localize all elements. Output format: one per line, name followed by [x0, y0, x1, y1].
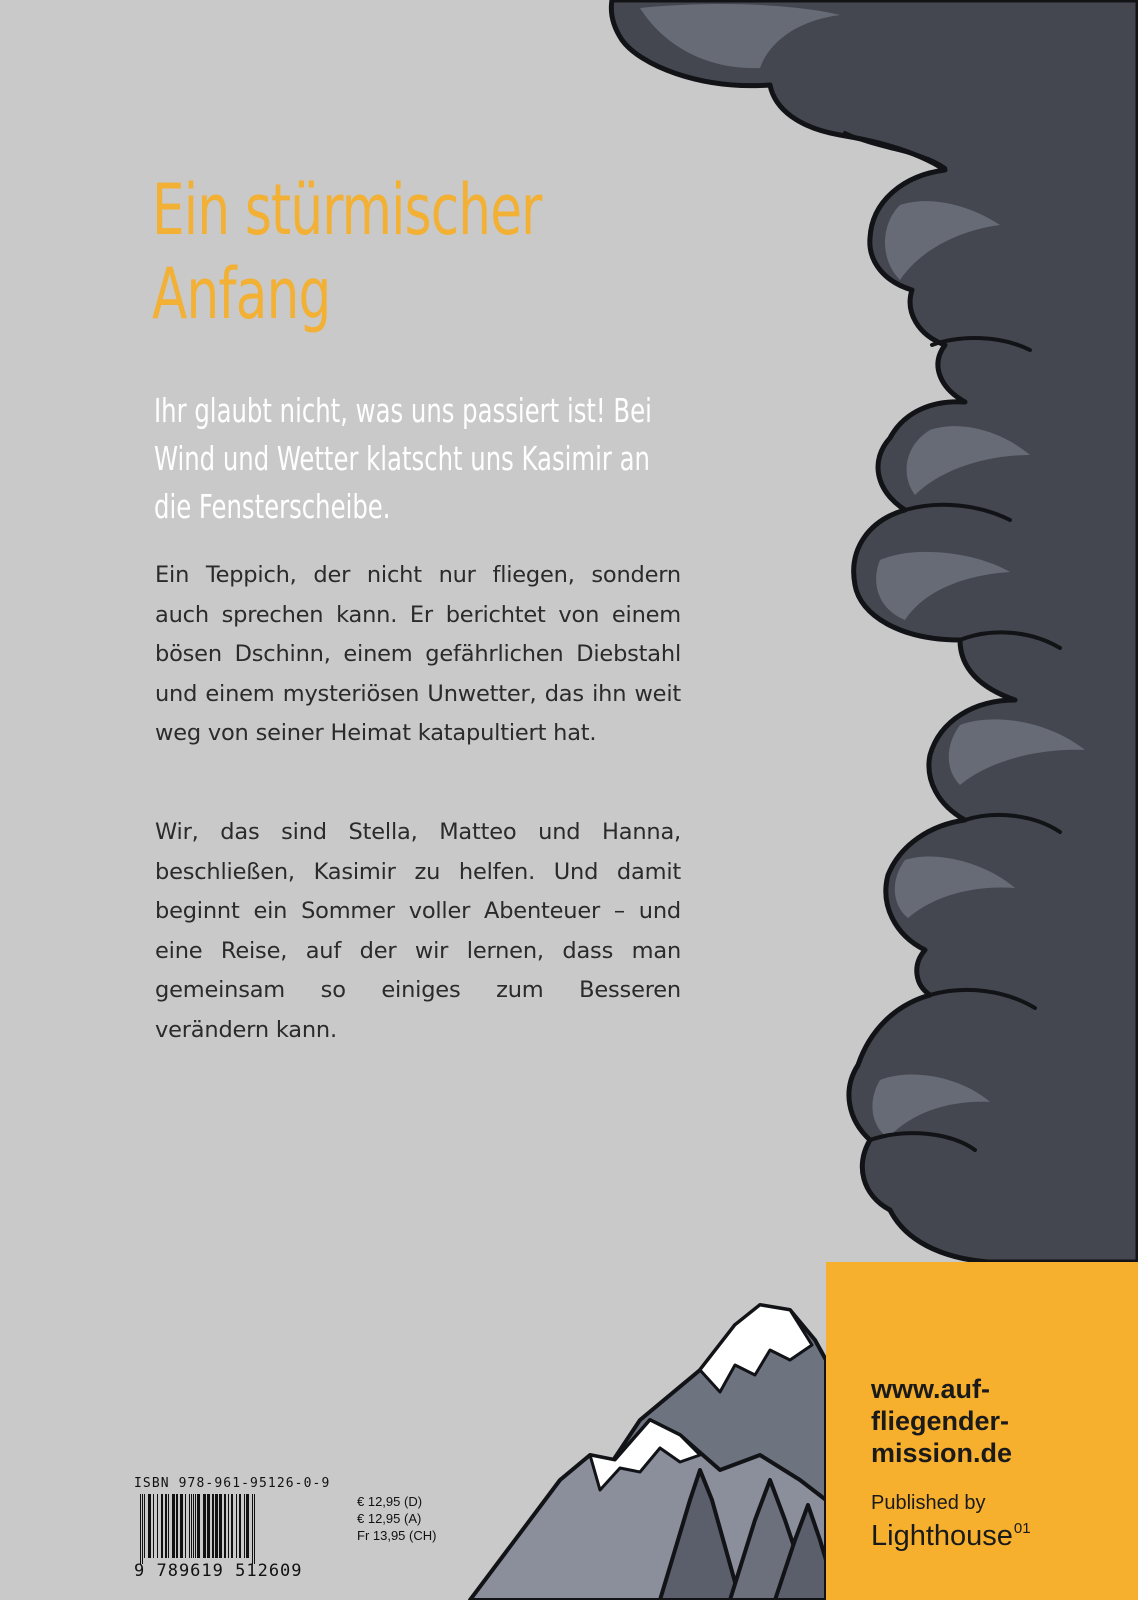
barcode-bar: [215, 1494, 218, 1558]
barcode-bar: [193, 1494, 194, 1558]
barcode-bar: [224, 1494, 226, 1558]
mountain-illustration: [470, 1305, 826, 1600]
ean-digits: 9 789619 512609: [134, 1561, 303, 1581]
barcode-bar: [236, 1494, 237, 1558]
barcode-bar: [172, 1494, 175, 1558]
barcode-bar: [180, 1494, 183, 1558]
barcode-bar: [246, 1494, 249, 1558]
price-germany: € 12,95 (D): [357, 1494, 423, 1509]
barcode-bar: [168, 1494, 169, 1558]
barcode-bar: [189, 1494, 190, 1558]
barcode-bar: [140, 1494, 141, 1564]
barcode-bar: [142, 1494, 143, 1564]
isbn-label: ISBN 978-961-95126-0-9: [134, 1476, 331, 1491]
publisher-logo: [871, 1520, 1031, 1553]
isbn-barcode-block: [134, 1476, 464, 1588]
barcode-bar: [252, 1494, 253, 1564]
barcode-bar: [165, 1494, 167, 1558]
barcode-bar: [185, 1494, 186, 1558]
barcode-bar: [153, 1494, 154, 1558]
barcode-bar: [231, 1494, 233, 1558]
barcode-bar: [219, 1494, 222, 1558]
publisher-name: Lighthouse: [871, 1520, 1013, 1552]
blurb-paragraph-1: Ein Teppich, der nicht nur fliegen, sondern auch sprechen kann. Er berichtet von einem bösen Dschinn, einem gefährlichen Diebstahl und einem mysteriösen Unwetter, das ihn weit weg von seiner Heimat katapultiert hat.: [155, 562, 681, 746]
barcode-bar: [148, 1494, 151, 1558]
barcode-bar: [212, 1494, 214, 1558]
barcode-bar: [176, 1494, 178, 1558]
published-by-label: Published by: [871, 1492, 986, 1514]
price-list: [357, 1493, 436, 1544]
barcode: [134, 1494, 344, 1564]
barcode-bar: [239, 1494, 241, 1558]
barcode-bar: [228, 1494, 229, 1558]
barcode-bar: [203, 1494, 206, 1558]
barcode-bar: [195, 1494, 196, 1558]
blurb-paragraph-2: Wir, das sind Stella, Matteo und Hanna, beschließen, Kasimir zu helfen. Und damit beginnt ein Sommer voller Abenteuer – und eine Reise, auf der wir lernen, dass man gemeinsam so einiges zum Besseren verändern kann.: [155, 819, 681, 1043]
barcode-bar: [161, 1494, 163, 1558]
book-title: Ein stürmischer Anfang: [152, 169, 542, 335]
barcode-bar: [144, 1494, 145, 1558]
barcode-bar: [254, 1494, 255, 1564]
lead-text: Ihr glaubt nicht, was uns passiert ist! Bei Wind und Wetter klatscht uns Kasimir an die Fensterscheibe.: [154, 391, 652, 526]
storm-cloud: [611, 0, 1138, 1262]
website-url[interactable]: www.auf- fliegender- mission.de: [871, 1374, 1013, 1468]
barcode-bar: [157, 1494, 158, 1558]
barcode-bar: [244, 1494, 245, 1558]
barcode-bar: [197, 1494, 200, 1558]
publisher-number: 01: [1013, 1520, 1031, 1537]
barcode-bar: [191, 1494, 192, 1558]
price-switzerland: Fr 13,95 (CH): [357, 1528, 437, 1543]
price-austria: € 12,95 (A): [357, 1511, 422, 1526]
barcode-bar: [207, 1494, 210, 1558]
